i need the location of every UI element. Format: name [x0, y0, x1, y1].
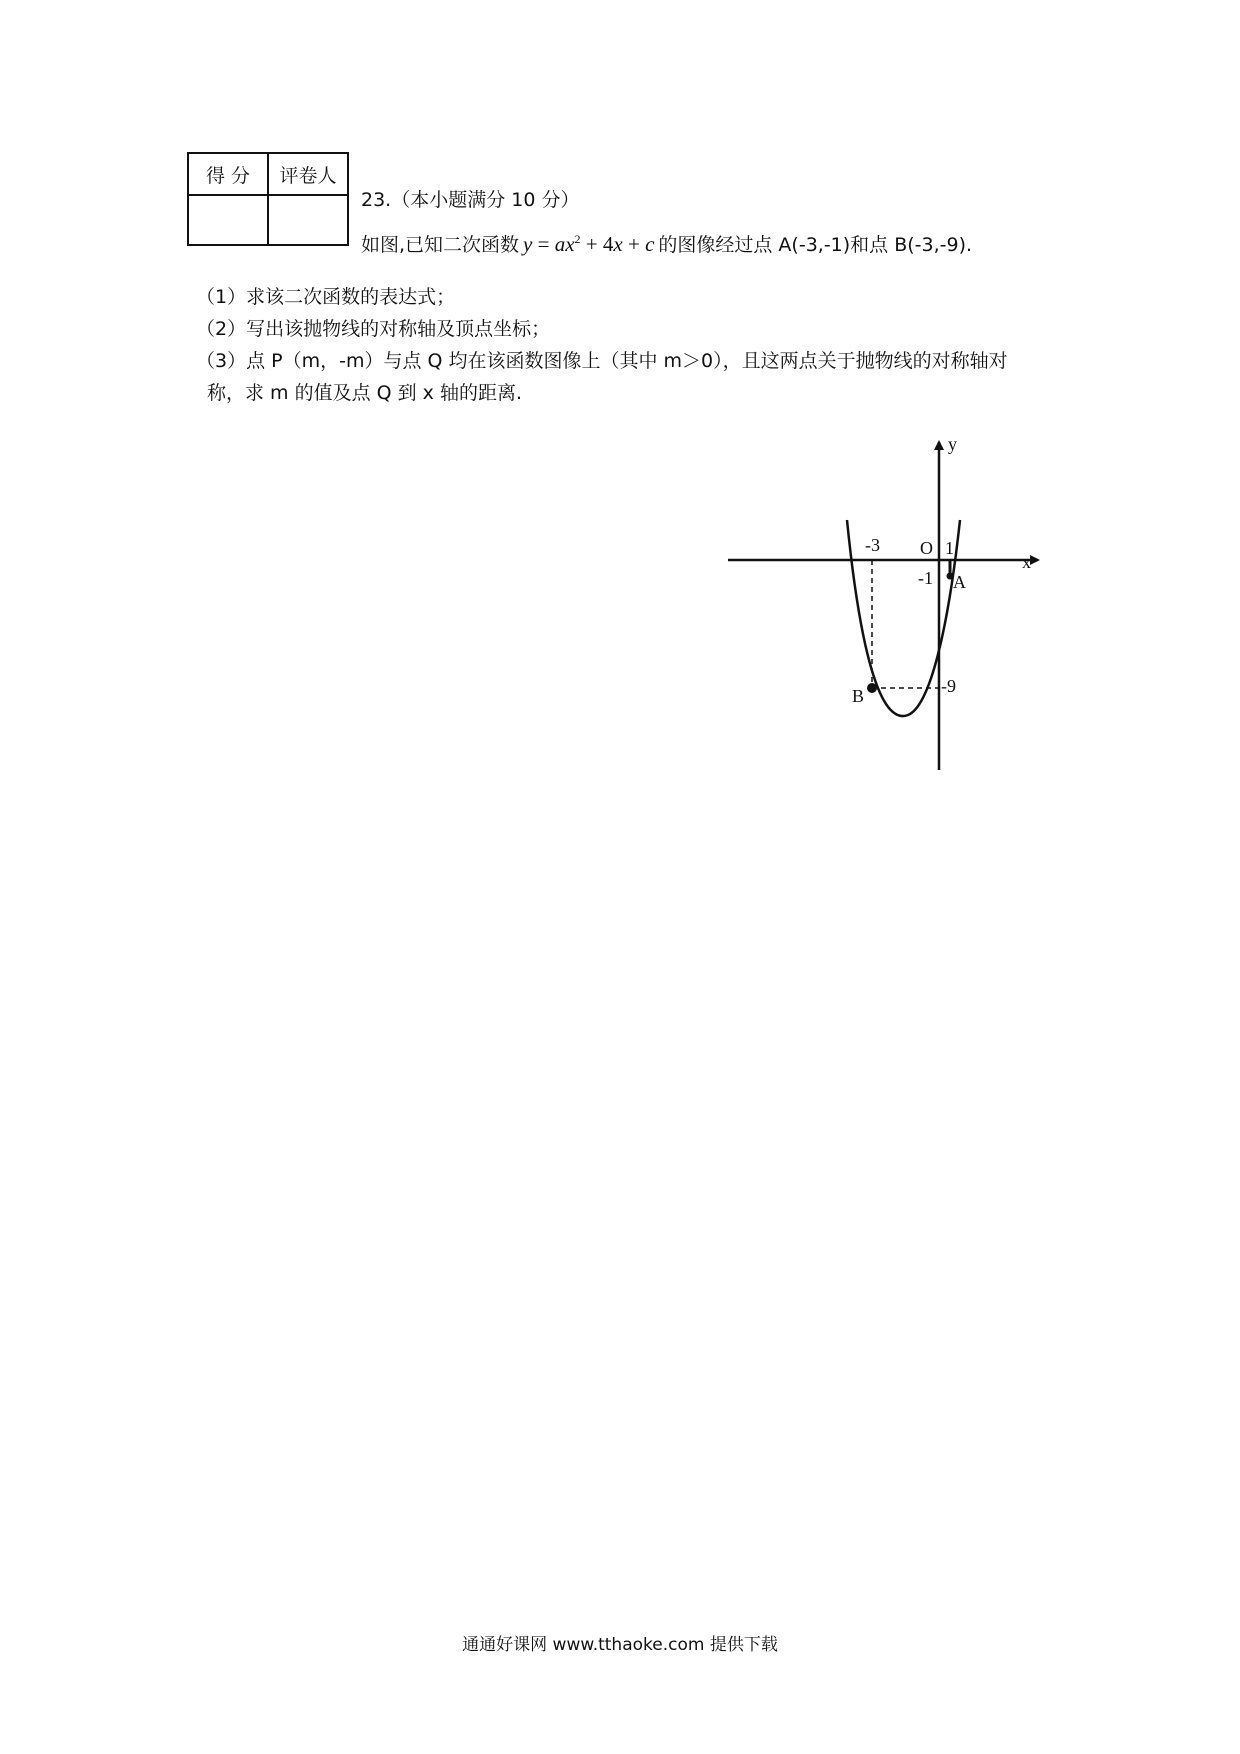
- question-heading: 23.（本小题满分 10 分）: [361, 189, 580, 211]
- y-axis-label: y: [948, 434, 957, 454]
- x-axis-label: x: [1022, 552, 1031, 572]
- formula-plus-1: +: [585, 232, 598, 256]
- intro-text-before: 如图,已知二次函数: [361, 234, 520, 256]
- tick-label-1: 1: [945, 538, 954, 558]
- formula-eq: =: [537, 232, 550, 256]
- footer-credit: 通通好课网 www.tthaoke.com 提供下载: [462, 1635, 778, 1655]
- intro-text-after: 的图像经过点 A(-3,-1)和点 B(-3,-9).: [658, 234, 973, 256]
- question-intro: [361, 230, 972, 257]
- quadratic-formula: [519, 232, 658, 256]
- formula-4: 4: [602, 232, 614, 256]
- formula-ax: ax: [554, 232, 575, 256]
- formula-y: y: [523, 232, 533, 256]
- parabola-figure: [720, 430, 1060, 780]
- score-header: 得 分: [188, 153, 268, 195]
- score-table: [187, 152, 349, 246]
- score-cell: [188, 195, 268, 245]
- formula-c: c: [645, 232, 655, 256]
- formula-plus-2: +: [627, 232, 640, 256]
- point-b-label: B: [852, 686, 865, 706]
- grader-header: 评卷人: [268, 153, 348, 195]
- formula-exponent: 2: [574, 232, 581, 246]
- formula-x: x: [613, 232, 623, 256]
- origin-label: O: [920, 538, 933, 558]
- tick-label-neg3: -3: [865, 535, 880, 555]
- point-a-label: A: [953, 572, 966, 592]
- part-2: （2）写出该抛物线的对称轴及顶点坐标；: [196, 318, 551, 340]
- part-3: （3）点 P（m，-m）与点 Q 均在该函数图像上（其中 m＞0），且这两点关于抛物线的对称轴对: [196, 350, 1008, 372]
- part-3-continued: 称，求 m 的值及点 Q 到 x 轴的距离.: [207, 382, 522, 404]
- part-1: （1）求该二次函数的表达式；: [196, 286, 456, 308]
- point-b-dot: [867, 683, 877, 693]
- grader-cell: [268, 195, 348, 245]
- tick-label-neg9: -9: [941, 676, 956, 696]
- tick-label-neg1: -1: [918, 568, 933, 588]
